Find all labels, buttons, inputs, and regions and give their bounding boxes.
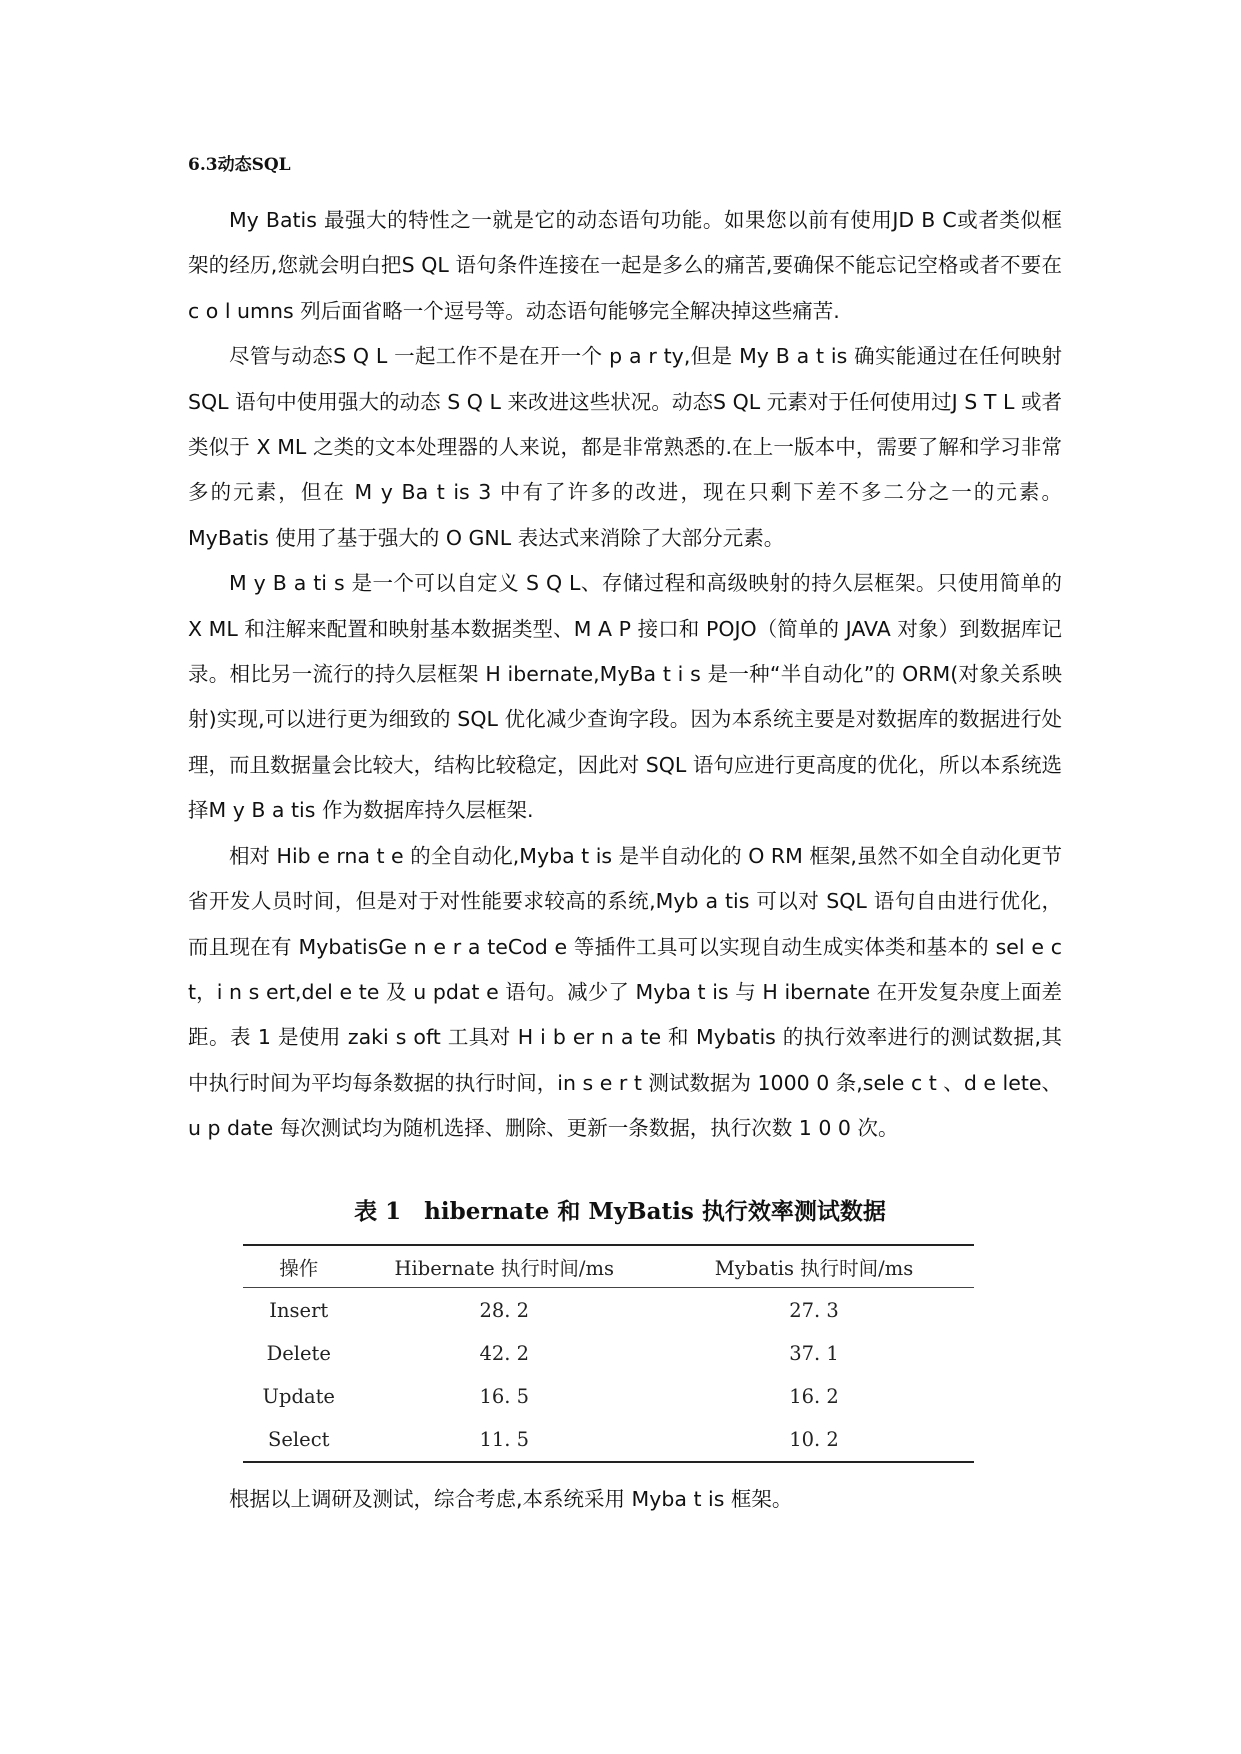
body-text — [188, 198, 1062, 1152]
header-hibernate-time: Hibernate 执行时间/ms — [355, 1245, 654, 1288]
conclusion-paragraph: 根据以上调研及测试，综合考虑,本系统采用 Myba t is 框架。 — [229, 1487, 793, 1511]
paragraph-2: 尽管与动态S Q L 一起工作不是在开一个 p a r ty,但是 My B a t is 确实能通过在任何映射 SQL 语句中使用强大的动态 S Q L 来改进这些状况。动态S QL 元素对于任何使用过J S T L 或者类似于 X ML 之类的文本处理器的人来说，都是非常熟悉的.在上一版本中，需要了解和学习非常多的元素，但在 M y Ba t is 3 中有了许多的改进，现在只剩下差不多二分之一的元素。MyBatis 使用了基于强大的 O GNL 表达式来消除了大部分元素。 — [188, 344, 1062, 550]
table-row — [243, 1375, 974, 1418]
hibernate-time-cell: 11. 5 — [479, 1428, 530, 1451]
table-caption: 表 1 hibernate 和 MyBatis 执行效率测试数据 — [354, 1198, 886, 1225]
header-operation: 操作 — [243, 1245, 355, 1288]
mybatis-time-cell: 37. 1 — [789, 1342, 839, 1365]
paragraph-1: My Batis 最强大的特性之一就是它的动态语句功能。如果您以前有使用JD B C或者类似框架的经历,您就会明白把S QL 语句条件连接在一起是多么的痛苦,要确保不能忘记空格或者不要在 c o l umns 列后面省略一个逗号等。动态语句能够完全解决掉这些痛苦. — [188, 208, 1062, 323]
table-row — [243, 1288, 974, 1333]
hibernate-time-cell: 42. 2 — [479, 1342, 530, 1365]
mybatis-time-cell: 10. 2 — [789, 1428, 839, 1451]
table-header-row — [243, 1245, 974, 1288]
performance-table — [243, 1244, 974, 1463]
paragraph-3: M y B a ti s 是一个可以自定义 S Q L、存储过程和高级映射的持久层框架。只使用简单的 X ML 和注解来配置和映射基本数据类型、M A P 接口和 POJO（简单的 JAVA 对象）到数据库记录。相比另一流行的持久层框架 H ibernate,MyBa t i s 是一种“半自动化”的 ORM(对象关系映射)实现,可以进行更为细致的 SQL 优化减少查询字段。因为本系统主要是对数据库的数据进行处理，而且数据量会比较大，结构比较稳定，因此对 SQL 语句应进行更高度的优化，所以本系统选择M y B a tis 作为数据库持久层框架. — [188, 571, 1062, 823]
table-row — [243, 1332, 974, 1375]
operation-cell: Select — [268, 1428, 330, 1451]
mybatis-time-cell: 16. 2 — [789, 1385, 839, 1408]
mybatis-time-cell: 27. 3 — [789, 1299, 839, 1322]
header-mybatis-time: Mybatis 执行时间/ms — [654, 1245, 974, 1288]
operation-cell: Update — [262, 1385, 335, 1408]
table-row — [243, 1418, 974, 1462]
section-heading: 6.3动态SQL — [188, 155, 291, 175]
paragraph-4: 相对 Hib e rna t e 的全自动化,Myba t is 是半自动化的 O RM 框架,虽然不如全自动化更节省开发人员时间，但是对于对性能要求较高的系统,Myb a tis 可以对 SQL 语句自由进行优化，而且现在有 MybatisGe n e r a teCod e 等插件工具可以实现自动生成实体类和基本的 sel e c t，i n s ert,del e te 及 u pdat e 语句。减少了 Myba t is 与 H ibernate 在开发复杂度上面差距。表 1 是使用 zaki s oft 工具对 H i b er n a te 和 Mybatis 的执行效率进行的测试数据,其中执行时间为平均每条数据的执行时间，in s e r t 测试数据为 1000 0 条,sele c t 、d e lete、u p date 每次测试均为随机选择、删除、更新一条数据，执行次数 1 0 0 次。 — [188, 843, 1062, 1141]
hibernate-time-cell: 16. 5 — [479, 1385, 530, 1408]
operation-cell: Insert — [269, 1299, 329, 1322]
hibernate-time-cell: 28. 2 — [479, 1299, 530, 1322]
operation-cell: Delete — [266, 1342, 331, 1365]
